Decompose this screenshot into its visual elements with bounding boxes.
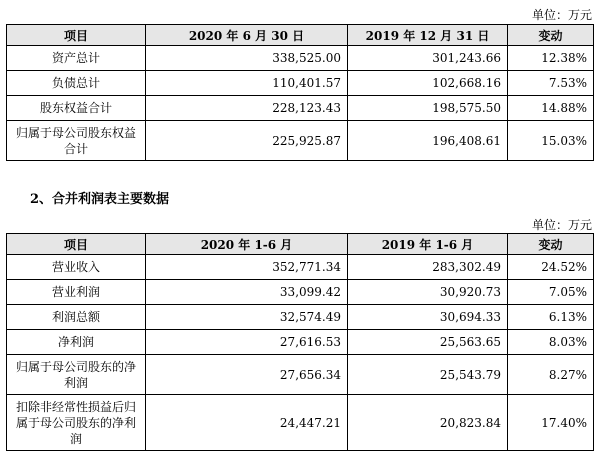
value-2019: 198,575.50 [348,96,508,121]
row-label: 利润总额 [7,305,146,330]
income-statement-table [6,233,594,451]
value-2020: 33,099.42 [146,280,348,305]
header-2020: 2020 年 6 月 30 日 [146,25,348,46]
value-2019: 30,694.33 [348,305,508,330]
table-row [7,355,594,395]
value-change: 8.27% [508,355,594,395]
value-2020: 27,656.34 [146,355,348,395]
value-change: 7.05% [508,280,594,305]
row-label: 股东权益合计 [7,96,146,121]
value-2019: 301,243.66 [348,46,508,71]
header-2019: 2019 年 12 月 31 日 [348,25,508,46]
value-change: 14.88% [508,96,594,121]
table-row [7,71,594,96]
value-change: 15.03% [508,121,594,161]
row-label: 营业收入 [7,255,146,280]
row-label: 负债总计 [7,71,146,96]
header-2020: 2020 年 1-6 月 [146,234,348,255]
table-row [7,330,594,355]
row-label: 扣除非经常性损益后归属于母公司股东的净利润 [7,395,146,451]
table-header-row [7,25,594,46]
value-2019: 196,408.61 [348,121,508,161]
value-2019: 25,563.65 [348,330,508,355]
value-change: 17.40% [508,395,594,451]
value-change: 8.03% [508,330,594,355]
value-2019: 102,668.16 [348,71,508,96]
value-change: 24.52% [508,255,594,280]
table-header-row [7,234,594,255]
value-2019: 20,823.84 [348,395,508,451]
value-2020: 225,925.87 [146,121,348,161]
unit-label-income: 单位：万元 [531,218,592,232]
value-2020: 338,525.00 [146,46,348,71]
row-label: 净利润 [7,330,146,355]
table-row [7,46,594,71]
row-label: 归属于母公司股东权益合计 [7,121,146,161]
row-label: 资产总计 [7,46,146,71]
unit-label-balance: 单位：万元 [531,8,592,22]
header-2019: 2019 年 1-6 月 [348,234,508,255]
value-2020: 110,401.57 [146,71,348,96]
value-2020: 27,616.53 [146,330,348,355]
value-2019: 25,543.79 [348,355,508,395]
header-item: 项目 [7,25,146,46]
table-row [7,255,594,280]
value-2020: 228,123.43 [146,96,348,121]
header-change: 变动 [508,234,594,255]
header-change: 变动 [508,25,594,46]
section-title-income: 2、合并利润表主要数据 [30,192,170,207]
value-2020: 32,574.49 [146,305,348,330]
value-2019: 283,302.49 [348,255,508,280]
table-row [7,96,594,121]
value-2019: 30,920.73 [348,280,508,305]
table-row [7,121,594,161]
value-change: 7.53% [508,71,594,96]
value-change: 12.38% [508,46,594,71]
table-row [7,305,594,330]
value-2020: 352,771.34 [146,255,348,280]
table-row [7,395,594,451]
table-row [7,280,594,305]
header-item: 项目 [7,234,146,255]
value-change: 6.13% [508,305,594,330]
row-label: 归属于母公司股东的净利润 [7,355,146,395]
row-label: 营业利润 [7,280,146,305]
balance-sheet-table [6,24,594,161]
value-2020: 24,447.21 [146,395,348,451]
